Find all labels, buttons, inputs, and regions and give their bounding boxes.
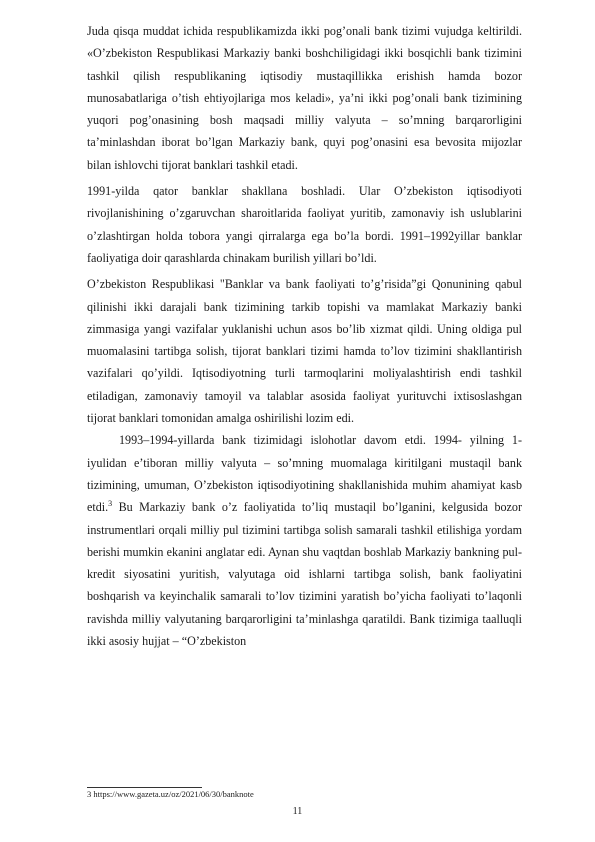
page-body (87, 20, 522, 652)
footnote-separator (87, 787, 202, 788)
paragraph-4 (87, 429, 522, 652)
paragraph-1: Juda qisqa muddat ichida respublikamizda ikki pog’onali bank tizimi vujudga keltirildi. «O’zbekiston Respublikasi Markaziy banki boshchiligidagi ikki bosqichli bank tizimini tashkil qilish respublikaning iqtisodiy mustaqillikka erishish hamda bozor munosabatlariga o’tish ehtiyojlariga mos keladi», ya’ni ikki pog’onali bank tizimining yuqori pog’onasining bosh maqsadi milliy valyuta – so’mning barqarorligini ta’minlashdan iborat bo’lgan Markaziy bank, quyi pog’onasini esa bevosita mijozlar bilan ishlovchi tijorat banklari tashkil etadi. (87, 24, 522, 172)
paragraph-4-text-a: 1993–1994-yillarda bank tizimidagi islohotlar davom etdi. 1994- yilning 1-iyulidan e’tiboran milliy valyuta – so’mning muomalaga kiritilgani mustaqil bank tizimining, umuman, O’zbekiston iqtisodiyotining shakllanishida muhim ahamiyat kasb etdi. (87, 433, 522, 515)
page-number: 11 (292, 806, 303, 817)
paragraph-3: O’zbekiston Respublikasi "Banklar va bank faoliyati to’g’risida”gi Qonunining qabul qilinishi ikki darajali bank tizimining tarkib topishi va mamlakat Markaziy banki zimmasiga yangi vazifalar yuklanishi uchun asos bo’lib xizmat qildi. Uning oldiga pul muomalasini tartibga solish, tijorat banklari tizimi hamda to’lov tizimini shakllantirish vazifalari qo’yildi. Iqtisodiyotning turli tarmoqlarini moliyalashtirish endi tashkil etiladigan, zamonaviy tamoyil va talablar asosida faoliyat yurituvchi ixtisoslashgan tijorat banklari tomonidan amalga oshirilishi lozim edi. (87, 277, 522, 426)
footnote: 3 https://www.gazeta.uz/oz/2021/06/30/banknote (87, 789, 254, 799)
footnote-reference: 3 (108, 499, 113, 509)
paragraph-2: 1991-yilda qator banklar shakllana boshladi. Ular O’zbekiston iqtisodiyoti rivojlanishining o’zgaruvchan sharoitlarida faoliyat yuritib, zamonaviy ish uslublarini o’zlashtirgan holda tobora yangi qirralarga ega bo’la bordi. 1991–1992yillar banklar faoliyatiga doir qarashlarda chinakam burilish yillari bo’ldi. (87, 184, 522, 265)
paragraph-4-text-b: Bu Markaziy bank o’z faoliyatida to’liq mustaqil bo’lganini, kelgusida bozor instrumentlari orqali milliy pul tizimini tartibga solish samarali tashkil etilishiga yordam berishi mumkin ekanini anglatar edi. Aynan shu vaqtdan boshlab Markaziy bankning pul-kredit siyosatini yuritish, valyutaga oid ishlarni tartibga solish, bank faoliyatini boshqarish va keyinchalik samarali to’lov tizimini yaratish bo’yicha faoliyati to’laqonli ravishda milliy valyutaning barqarorligini ta’minlashga qaratildi. Bank tizimiga taalluqli ikki asosiy hujjat – “O’zbekiston (87, 500, 522, 649)
